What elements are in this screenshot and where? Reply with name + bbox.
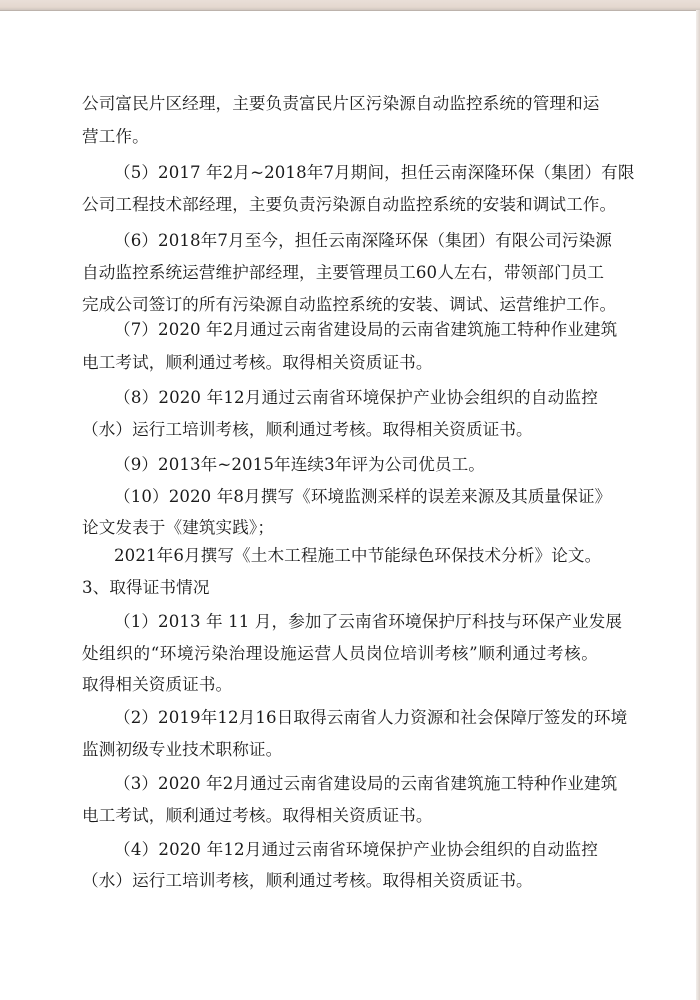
text-line: （7）2020 年2月通过云南省建设局的云南省建筑施工特种作业建筑 <box>114 320 618 339</box>
text-line: （水）运行工培训考核，顺利通过考核。取得相关资质证书。 <box>82 420 533 439</box>
text-line: 论文发表于《建筑实践》； <box>82 518 275 537</box>
section-heading: 3、取得证书情况 <box>82 578 210 597</box>
text-line: 电工考试，顺利通过考核。取得相关资质证书。 <box>82 806 433 825</box>
text-line: 处组织的“环境污染治理设施运营人员岗位培训考核”顺利通过考核。 <box>82 644 598 663</box>
text-line: （水）运行工培训考核，顺利通过考核。取得相关资质证书。 <box>82 871 533 890</box>
text-line: （1）2013 年 11 月，参加了云南省环境保护厅科技与环保产业发展 <box>114 612 623 631</box>
text-line: （6）2018年7月至今，担任云南深隆环保（集团）有限公司污染源 <box>114 231 612 250</box>
text-line: （5）2017 年2月~2018年7月期间，担任云南深隆环保（集团）有限 <box>114 163 635 182</box>
text-line: 2021年6月撰写《土木工程施工中节能绿色环保技术分析》论文。 <box>114 546 602 565</box>
text-line: （8）2020 年12月通过云南省环境保护产业协会组织的自动监控 <box>114 388 598 407</box>
text-line: 自动监控系统运营维护部经理，主要管理员工60人左右，带领部门员工 <box>82 263 605 282</box>
text-line: （4）2020 年12月通过云南省环境保护产业协会组织的自动监控 <box>114 840 598 859</box>
text-line: （9）2013年~2015年连续3年评为公司优员工。 <box>114 455 485 474</box>
text-line: 取得相关资质证书。 <box>82 675 233 694</box>
text-line: （3）2020 年2月通过云南省建设局的云南省建筑施工特种作业建筑 <box>114 774 618 793</box>
text-line: 监测初级专业技术职称证。 <box>82 740 283 759</box>
text-line: 公司工程技术部经理，主要负责污染源自动监控系统的安装和调试工作。 <box>82 195 617 214</box>
text-line: （2）2019年12月16日取得云南省人力资源和社会保障厅签发的环境 <box>114 708 628 727</box>
text-line: 电工考试，顺利通过考核。取得相关资质证书。 <box>82 353 433 372</box>
text-line: （10）2020 年8月撰写《环境监测采样的误差来源及其质量保证》 <box>114 487 612 506</box>
text-line: 公司富民片区经理，主要负责富民片区污染源自动监控系统的管理和运 <box>82 94 600 113</box>
text-line: 完成公司签订的所有污染源自动监控系统的安装、调试、运营维护工作。 <box>82 295 617 314</box>
text-line: 营工作。 <box>82 127 149 146</box>
